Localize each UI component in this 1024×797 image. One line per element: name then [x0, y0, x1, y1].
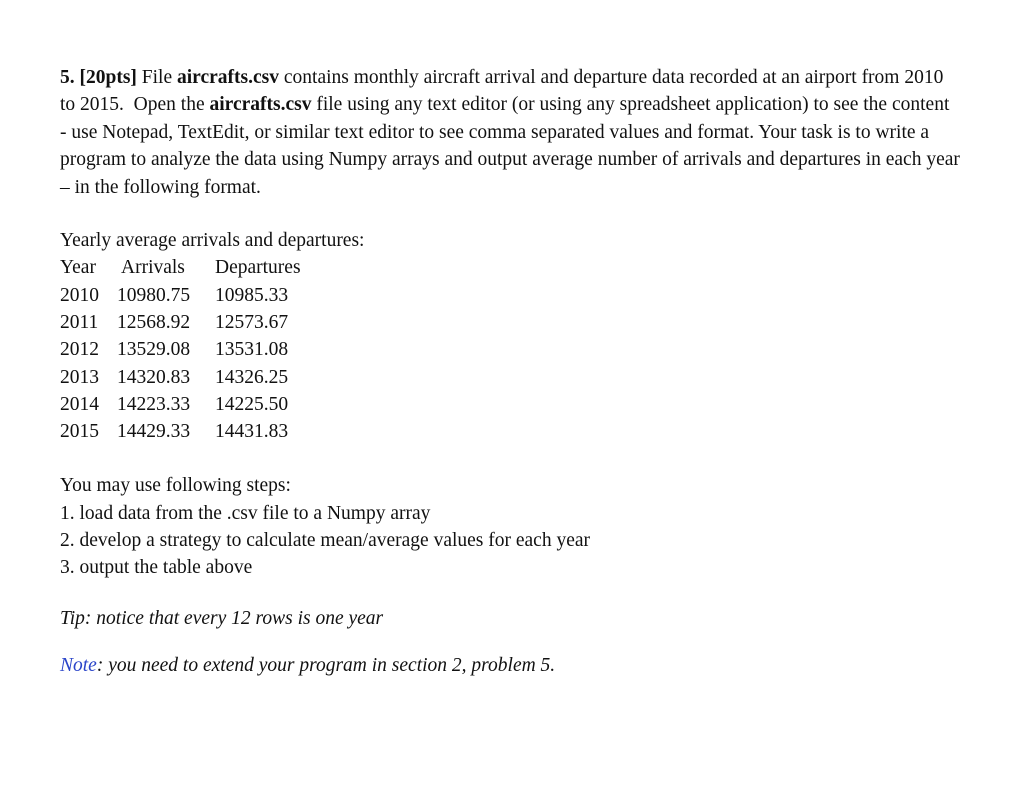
cell-arrivals: 14429.33 [117, 421, 191, 443]
file-label: File [141, 67, 173, 88]
filename: aircrafts.csv [177, 67, 279, 88]
note-label: Note [60, 654, 97, 676]
open-text: Open the [133, 94, 205, 116]
note [60, 652, 960, 679]
cell-year: 2015 [60, 421, 99, 443]
step-item: 2. develop a strategy to calculate mean/average values for each year [60, 530, 591, 551]
problem-number: 5. [60, 67, 75, 88]
header-year: Year [60, 257, 96, 279]
header-departures: Departures [215, 257, 301, 279]
cell-year: 2014 [60, 393, 99, 415]
table-row [60, 336, 301, 363]
table-row [60, 391, 301, 418]
cell-departures: 13531.08 [215, 339, 289, 361]
output-title: Yearly average arrivals and departures: [60, 230, 365, 252]
cell-arrivals: 12568.92 [117, 311, 191, 333]
note-text: : you need to extend your program in section 2, problem 5. [96, 654, 556, 676]
step-item: 1. load data from the .csv file to a Numpy array [60, 502, 431, 524]
sentence-1: contains monthly aircraft arrival and departure data recorded at an airport from 2010 to 2015. [60, 67, 944, 116]
table-row [60, 418, 301, 445]
step-item: 3. output the table above [60, 557, 253, 579]
steps-section [60, 472, 960, 581]
table-row [60, 364, 301, 391]
cell-year: 2010 [60, 284, 99, 306]
cell-arrivals: 10980.75 [117, 284, 191, 306]
table-row [60, 309, 301, 336]
cell-departures: 14326.25 [215, 366, 289, 388]
header-arrivals: Arrivals [121, 257, 185, 279]
cell-arrivals: 14320.83 [117, 366, 191, 388]
sample-output [60, 227, 960, 445]
document [60, 64, 960, 679]
problem-statement [60, 64, 960, 201]
table-header-row [60, 254, 301, 281]
cell-departures: 12573.67 [215, 311, 289, 333]
cell-year: 2013 [60, 366, 99, 388]
cell-arrivals: 14223.33 [117, 393, 191, 415]
table-row [60, 282, 301, 309]
cell-departures: 14225.50 [215, 393, 289, 415]
cell-year: 2012 [60, 339, 99, 361]
filename-2: aircrafts.csv [209, 94, 312, 116]
cell-departures: 10985.33 [215, 284, 289, 306]
results-table [60, 254, 301, 445]
cell-year: 2011 [60, 311, 99, 333]
problem-points: [20pts] [79, 67, 137, 88]
steps-intro: You may use following steps: [60, 475, 291, 497]
tip-text: Tip: notice that every 12 rows is one year [60, 607, 384, 629]
cell-arrivals: 13529.08 [117, 339, 191, 361]
sentence-2: file using any text editor (or using any spreadsheet application) to see the content - use Notepad, TextEdit, or similar text editor to see comma separated values and format. Your task is to write a program to analyze the data using Numpy arrays and output average number of arrivals and departures in each year – in the following format. [60, 94, 960, 198]
cell-departures: 14431.83 [215, 421, 289, 443]
